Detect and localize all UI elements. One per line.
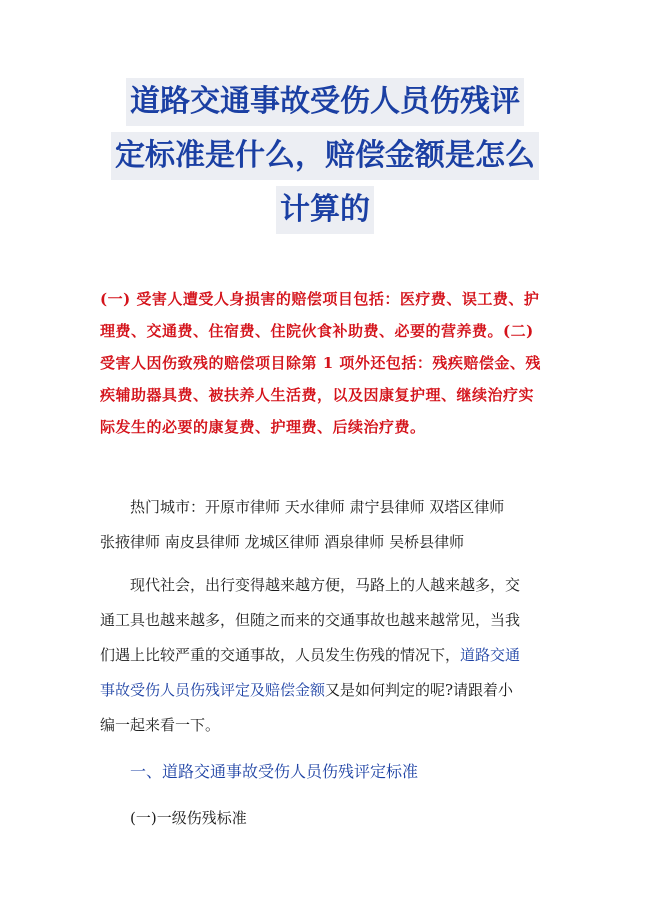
subsection-heading: (一)一级伤残标准	[130, 809, 247, 827]
document-title	[0, 78, 650, 240]
intro-text: 又是如何判定的呢?请跟着小	[325, 681, 514, 699]
summary-line: 疾辅助器具费、被扶养人生活费，以及因康复护理、继续治疗实	[100, 386, 535, 404]
title-line-2: 定标准是什么，赔偿金额是怎么	[111, 132, 539, 180]
summary-paragraph	[100, 283, 560, 443]
article-link[interactable]: 事故受伤人员伤残评定及赔偿金额	[100, 681, 326, 699]
summary-line: 际发生的必要的康复费、护理费、后续治疗费。	[100, 418, 426, 436]
intro-line	[100, 638, 560, 673]
intro-line: 通工具也越来越多，但随之而来的交通事故也越来越常见，当我	[100, 611, 521, 629]
intro-line: 编一起来看一下。	[100, 716, 221, 734]
intro-paragraph	[100, 568, 560, 743]
title-line-3: 计算的	[276, 186, 374, 234]
summary-line: 受害人因伤致残的赔偿项目除第 1 项外还包括：残疾赔偿金、残	[100, 354, 541, 372]
article-link[interactable]: 道路交通	[460, 646, 521, 664]
intro-line: 现代社会，出行变得越来越方便，马路上的人越来越多，交	[130, 576, 521, 594]
summary-line: (一) 受害人遭受人身损害的赔偿项目包括：医疗费、误工费、护	[100, 290, 540, 308]
summary-line: 理费、交通费、住宿费、住院伙食补助费、必要的营养费。(二)	[100, 322, 534, 340]
intro-text: 们遇上比较严重的交通事故，人员发生伤残的情况下，	[100, 646, 461, 664]
title-line-1: 道路交通事故受伤人员伤残评	[126, 78, 524, 126]
hot-cities-paragraph	[100, 490, 560, 560]
section-heading: 一、道路交通事故受伤人员伤残评定标准	[130, 762, 419, 781]
intro-line	[100, 673, 560, 708]
hot-cities-line: 热门城市：开原市律师 天水律师 肃宁县律师 双塔区律师	[130, 498, 505, 516]
hot-cities-line: 张掖律师 南皮县律师 龙城区律师 酒泉律师 吴桥县律师	[100, 533, 465, 551]
